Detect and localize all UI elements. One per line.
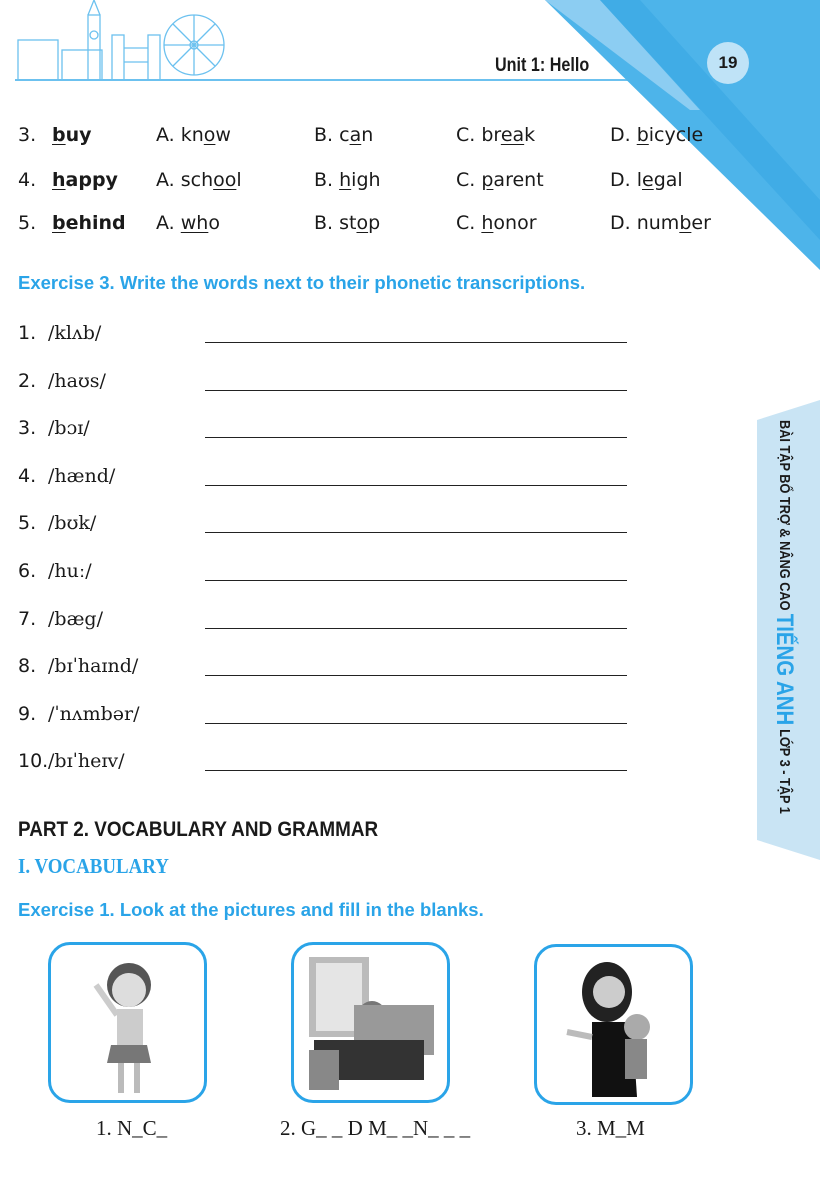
phonetic-item xyxy=(18,322,638,348)
option-part: l xyxy=(636,169,642,191)
item-number: 6. xyxy=(18,560,37,582)
option-part: l xyxy=(236,169,242,191)
item-number: 9. xyxy=(18,702,37,725)
option-part: o xyxy=(208,212,220,234)
phonetic-item xyxy=(18,608,638,634)
question-number: 5. xyxy=(18,212,37,234)
keyword-part: ehind xyxy=(65,212,126,234)
option-part: igh xyxy=(351,169,381,191)
answer-option xyxy=(314,212,380,234)
phonetic-item xyxy=(18,655,638,681)
option-letter: D. xyxy=(610,124,631,146)
picture-caption: 1. N_C_ xyxy=(96,1116,168,1140)
option-part: p xyxy=(481,169,494,191)
option-part: er xyxy=(691,212,711,234)
phonetic-item xyxy=(18,750,638,776)
side-tab-suffix: LỚP 3 - TẬP 1 xyxy=(776,729,793,814)
phonetic-transcription: /bɪˈheɪv/ xyxy=(48,750,125,773)
answer-blank-line[interactable] xyxy=(205,580,627,581)
option-part: h xyxy=(339,169,352,191)
keyword xyxy=(52,169,118,191)
phonetic-transcription: /huː/ xyxy=(48,560,92,582)
answer-option xyxy=(156,212,220,234)
option-letter: B. xyxy=(314,124,334,146)
option-letter: A. xyxy=(156,169,175,191)
keyword-part: b xyxy=(52,124,66,146)
option-letter: C. xyxy=(456,124,476,146)
answer-blank-line[interactable] xyxy=(205,437,627,438)
picture-caption: 2. G_ _ D M_ _N_ _ _ xyxy=(280,1116,471,1140)
picture-mother-baby xyxy=(534,944,693,1105)
girl-waving-icon xyxy=(51,945,204,1100)
phonetic-transcription: /bɔɪ/ xyxy=(48,417,90,440)
answer-blank-line[interactable] xyxy=(205,342,627,343)
option-letter: C. xyxy=(456,169,476,191)
phonetic-item xyxy=(18,417,638,443)
option-part: o xyxy=(203,124,216,146)
option-part: c xyxy=(339,124,350,146)
question-number: 3. xyxy=(18,124,37,146)
phonetic-item xyxy=(18,465,638,491)
option-letter: D. xyxy=(610,169,631,191)
option-part: k xyxy=(524,124,536,146)
option-part: b xyxy=(636,124,649,146)
option-letter: A. xyxy=(156,124,175,146)
item-number: 1. xyxy=(18,322,37,344)
answer-option xyxy=(156,169,242,191)
mother-with-baby-icon xyxy=(537,947,690,1102)
item-number: 2. xyxy=(18,369,37,392)
option-part: h xyxy=(481,212,494,234)
item-number: 3. xyxy=(18,417,37,440)
option-part: st xyxy=(339,212,357,234)
option-letter: B. xyxy=(314,169,334,191)
picture-girl-waving xyxy=(48,942,207,1103)
exercise1-heading: Exercise 1. Look at the pictures and fill in the blanks. xyxy=(18,899,484,920)
keyword-part: b xyxy=(52,212,66,234)
option-part: p xyxy=(368,212,381,234)
option-part: kn xyxy=(180,124,204,146)
answer-blank-line[interactable] xyxy=(205,723,627,724)
option-part: wh xyxy=(180,212,209,234)
side-tab-prefix: BÀI TẬP BỔ TRỢ & NÂNG CAO xyxy=(776,420,793,611)
option-letter: C. xyxy=(456,212,476,234)
answer-blank-line[interactable] xyxy=(205,770,627,771)
option-part: oo xyxy=(213,169,237,191)
option-part: e xyxy=(642,169,654,191)
option-part: sch xyxy=(180,169,214,191)
answer-option xyxy=(456,169,544,191)
phonetic-item xyxy=(18,512,638,538)
item-number: 5. xyxy=(18,512,37,535)
option-part: ea xyxy=(500,124,525,146)
option-part: n xyxy=(361,124,374,146)
option-letter: A. xyxy=(156,212,175,234)
phonetic-transcription: /klʌb/ xyxy=(48,322,102,344)
phonetic-transcription: /hænd/ xyxy=(48,464,116,487)
item-number: 4. xyxy=(18,464,37,487)
option-part: arent xyxy=(493,169,544,191)
page-number: 19 xyxy=(707,42,749,84)
keyword-part: appy xyxy=(65,169,118,191)
option-letter: D. xyxy=(610,212,631,234)
option-part: w xyxy=(215,124,231,146)
phonetic-item xyxy=(18,370,638,396)
part2-title: PART 2. VOCABULARY AND GRAMMAR xyxy=(18,818,379,841)
option-part: icycle xyxy=(648,124,704,146)
option-part: num xyxy=(636,212,680,234)
unit-title: Unit 1: Hello xyxy=(495,55,590,76)
phonetic-transcription: /bɪˈhaɪnd/ xyxy=(48,655,139,678)
keyword xyxy=(52,212,126,234)
phonetic-transcription: /haʊs/ xyxy=(48,369,106,392)
phonetic-transcription: /bʊk/ xyxy=(48,512,97,535)
keyword-part: h xyxy=(52,169,66,191)
answer-blank-line[interactable] xyxy=(205,485,627,486)
answer-option xyxy=(314,169,381,191)
answer-option xyxy=(610,169,683,191)
option-part: br xyxy=(481,124,501,146)
answer-blank-line[interactable] xyxy=(205,390,627,391)
question-number: 4. xyxy=(18,169,37,191)
item-number: 10. xyxy=(18,750,49,773)
option-part: b xyxy=(679,212,692,234)
answer-blank-line[interactable] xyxy=(205,628,627,629)
phonetic-transcription: /ˈnʌmbər/ xyxy=(48,702,140,725)
option-letter: B. xyxy=(314,212,334,234)
header-decoration xyxy=(0,0,820,300)
vocabulary-section-title: I. VOCABULARY xyxy=(18,854,169,878)
phonetic-item xyxy=(18,703,638,729)
option-part: a xyxy=(349,124,362,146)
answer-option xyxy=(156,124,231,146)
picture-good-morning xyxy=(291,942,450,1103)
answer-option xyxy=(314,124,373,146)
keyword xyxy=(52,124,92,146)
option-part: o xyxy=(356,212,369,234)
option-part: gal xyxy=(653,169,683,191)
exercise3-heading: Exercise 3. Write the words next to their phonetic transcriptions. xyxy=(18,272,586,293)
answer-option xyxy=(456,212,537,234)
picture-caption: 3. M_M xyxy=(576,1116,645,1140)
side-tab-highlight: TIẾNG ANH xyxy=(771,614,798,726)
phonetic-item xyxy=(18,560,638,586)
answer-option xyxy=(456,124,535,146)
item-number: 7. xyxy=(18,607,37,630)
keyword-part: uy xyxy=(65,124,92,146)
girl-waking-in-bed-icon xyxy=(294,945,447,1100)
answer-option xyxy=(610,124,703,146)
answer-option xyxy=(610,212,711,234)
option-part: onor xyxy=(493,212,537,234)
side-tab-text xyxy=(770,420,798,814)
item-number: 8. xyxy=(18,655,37,678)
answer-blank-line[interactable] xyxy=(205,532,627,533)
phonetic-transcription: /bæg/ xyxy=(48,607,103,630)
answer-blank-line[interactable] xyxy=(205,675,627,676)
